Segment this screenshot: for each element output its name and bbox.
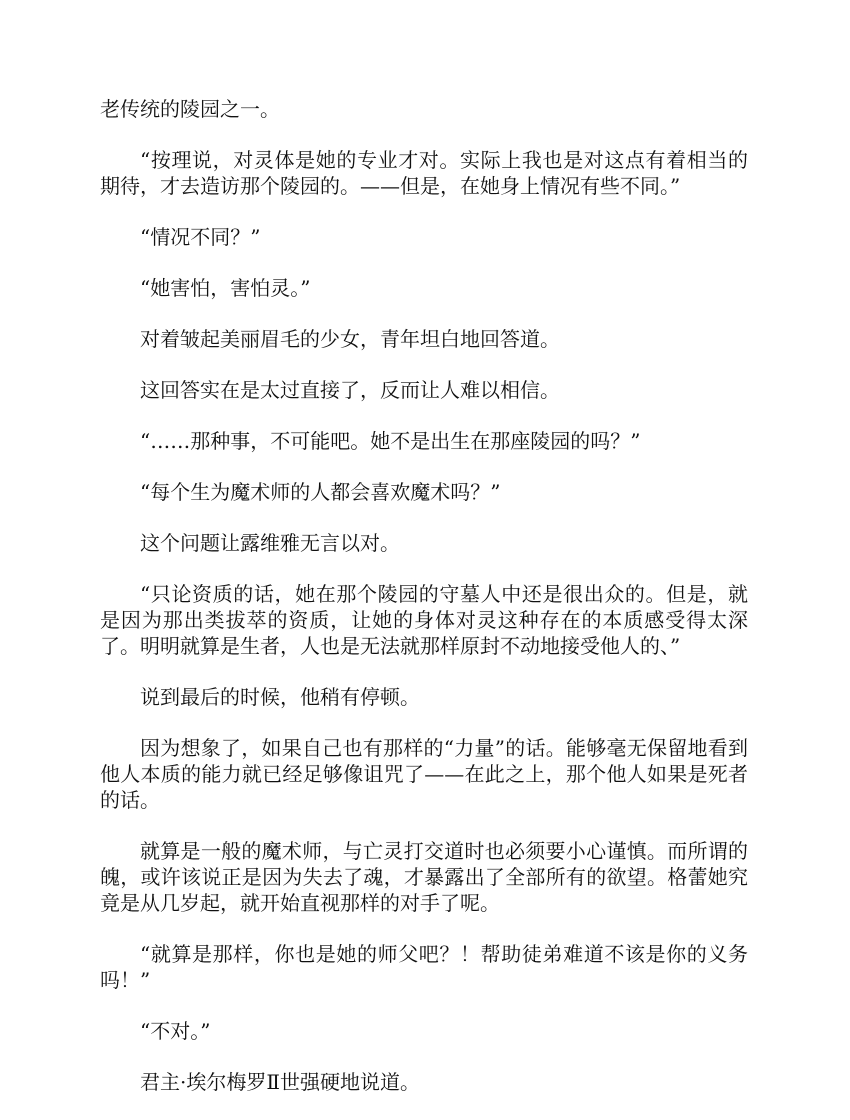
- paragraph: 就算是一般的魔术师，与亡灵打交道时也必须要小心谨慎。而所谓的魄，或许该说正是因为失去了魂，才暴露出了全部所有的欲望。格蕾她究竟是从几岁起，就开始直视那样的对手了呢。: [100, 839, 748, 915]
- paragraph: “情况不同？”: [140, 225, 261, 249]
- paragraph: “不对。”: [140, 1019, 211, 1043]
- paragraph: 说到最后的时候，他稍有停顿。: [140, 685, 420, 709]
- paragraph: “每个生为魔术师的人都会喜欢魔术吗？”: [140, 480, 501, 504]
- paragraph: 老传统的陵园之一。: [100, 97, 280, 121]
- paragraph: 因为想象了，如果自己也有那样的“力量”的话。能够毫无保留地看到他人本质的能力就已经足够像诅咒了——在此之上，那个他人如果是死者的话。: [100, 736, 748, 812]
- paragraph: “按理说，对灵体是她的专业才对。实际上我也是对这点有着相当的期待，才去造访那个陵园的。——但是，在她身上情况有些不同。”: [100, 148, 748, 198]
- paragraph: “只论资质的话，她在那个陵园的守墓人中还是很出众的。但是，就是因为那出类拔萃的资质，让她的身体对灵这种存在的本质感受得太深了。明明就算是生者，人也是无法就那样原封不动地接受他人的、”: [100, 582, 748, 658]
- paragraph: “她害怕，害怕灵。”: [140, 276, 311, 300]
- paragraph: “……那种事，不可能吧。她不是出生在那座陵园的吗？”: [140, 429, 641, 453]
- paragraph: “就算是那样，你也是她的师父吧？！帮助徒弟难道不该是你的义务吗！”: [100, 942, 748, 992]
- paragraph: 对着皱起美丽眉毛的少女，青年坦白地回答道。: [140, 327, 560, 351]
- document-page: [100, 96, 748, 1120]
- paragraph: 君主·埃尔梅罗Ⅱ世强硬地说道。: [140, 1070, 420, 1094]
- paragraph: 这个问题让露维雅无言以对。: [140, 531, 400, 555]
- paragraph: 这回答实在是太过直接了，反而让人难以相信。: [140, 378, 560, 402]
